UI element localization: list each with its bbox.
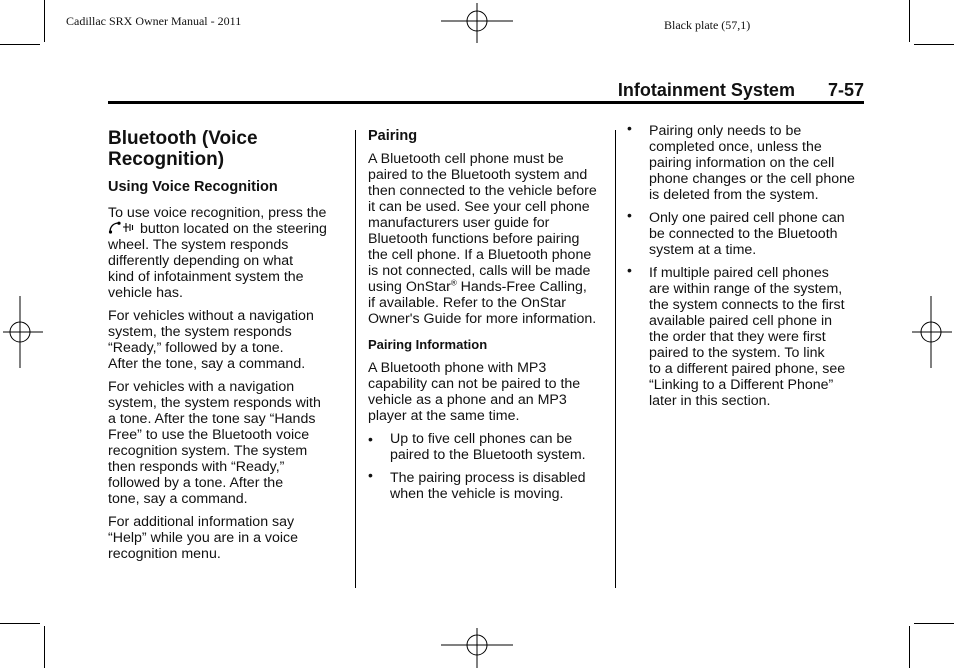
crop-mark bbox=[44, 0, 45, 42]
bullet-list bbox=[368, 431, 608, 502]
bullet-icon: • bbox=[627, 262, 632, 278]
page-number: 7-57 bbox=[827, 80, 864, 100]
bullet-icon: • bbox=[368, 431, 373, 447]
crop-mark bbox=[914, 623, 954, 624]
list-item: • Pairing only needs to be completed once, unless the pairing information on the cell phone changes or the cell phone is deleted from the system. bbox=[627, 120, 855, 203]
registered-mark: ® bbox=[450, 278, 457, 288]
subsection-heading: Using Voice Recognition bbox=[108, 179, 278, 195]
section-heading: Bluetooth (Voice Recognition) bbox=[108, 128, 258, 170]
phone-voice-icon bbox=[108, 221, 136, 234]
page-title bbox=[618, 80, 864, 101]
crop-mark bbox=[44, 626, 45, 668]
column-3 bbox=[627, 120, 867, 416]
crop-mark bbox=[0, 623, 40, 624]
bullet-icon: • bbox=[627, 207, 632, 223]
crop-mark bbox=[914, 44, 954, 45]
list-item: • The pairing process is disabled when the vehicle is moving. bbox=[368, 467, 586, 502]
header-rule bbox=[108, 101, 864, 104]
paragraph: For vehicles without a navigation system, the system responds “Ready,” followed by a tone. After the tone, say a command. bbox=[108, 308, 314, 372]
subsection-heading: Pairing bbox=[368, 128, 418, 144]
registration-target-icon bbox=[441, 3, 515, 45]
column-divider bbox=[615, 130, 616, 588]
plate-label: Black plate (57,1) bbox=[664, 18, 751, 32]
section-title: Infotainment System bbox=[617, 80, 795, 100]
running-header bbox=[108, 80, 864, 106]
paragraph: A Bluetooth cell phone must be paired to the Bluetooth system and then connected to the vehicle before it can be used. See your cell phone manufacturers user guide for Bluetooth functions before pairing the cell phone. If a Bluetooth phone is not connected, calls will be made using OnStar® Hands-Free Calling, if available. Refer to the OnStar Owner's Guide for more information. bbox=[368, 151, 597, 327]
list-item: • If multiple paired cell phones are within range of the system, the system connects to the first available paired cell phone in the order that they were first paired to the system. To link to a different paired phone, see “Linking to a Different Phone” later in this section. bbox=[627, 262, 846, 409]
registration-target-icon bbox=[912, 296, 952, 370]
paragraph: For vehicles with a navigation system, the system responds with a tone. After the tone say “Hands Free” to use the Bluetooth voice recognition system. The system then responds with “Ready,” followed by a tone. After the tone, say a command. bbox=[108, 379, 321, 507]
manual-title: Cadillac SRX Owner Manual - 2011 bbox=[66, 14, 242, 28]
column-2 bbox=[368, 128, 608, 509]
crop-mark bbox=[909, 626, 910, 668]
registration-target-icon bbox=[3, 296, 43, 370]
bullet-list bbox=[627, 120, 867, 409]
list-item: • Up to five cell phones can be paired to the Bluetooth system. bbox=[368, 431, 586, 463]
column-divider bbox=[355, 130, 356, 588]
crop-mark bbox=[0, 44, 40, 45]
registration-target-icon bbox=[441, 628, 515, 668]
bullet-icon: • bbox=[627, 120, 632, 136]
list-item: • Only one paired cell phone can be connected to the Bluetooth system at a time. bbox=[627, 207, 845, 258]
crop-mark bbox=[909, 0, 910, 42]
paragraph: To use voice recognition, press the button located on the steering wheel. The system responds differently depending on what kind of infotainment system the vehicle has. bbox=[108, 205, 327, 301]
column-1 bbox=[108, 128, 348, 569]
paragraph: A Bluetooth phone with MP3 capability can not be paired to the vehicle as a phone and an MP3 player at the same time. bbox=[368, 360, 581, 424]
minor-heading: Pairing Information bbox=[368, 337, 488, 352]
bullet-icon: • bbox=[368, 467, 373, 483]
paragraph: For additional information say “Help” while you are in a voice recognition menu. bbox=[108, 514, 299, 562]
